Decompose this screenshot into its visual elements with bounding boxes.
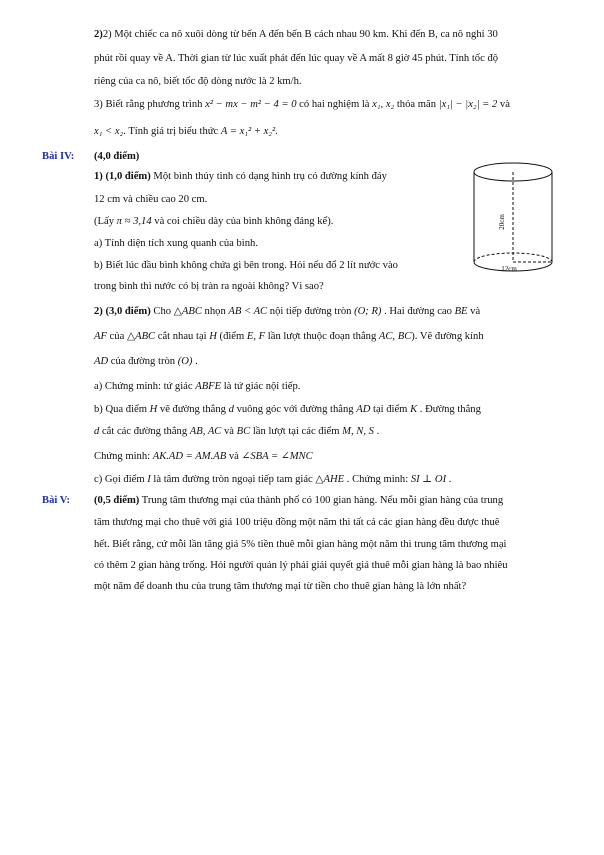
m18: AB, AC — [189, 426, 222, 437]
bai5-label: Bài V: — [42, 495, 70, 506]
t19: . Đường thẳng — [417, 404, 481, 415]
bai4-q2-part-b-3 — [94, 450, 313, 464]
t26: c) Gọi điểm — [94, 474, 148, 485]
p2-number: 2) — [94, 29, 103, 40]
bai4-q1-part-a: a) Tính diện tích xung quanh của bình. — [94, 238, 258, 249]
p3-expression: A = x₁² + x₂² — [220, 126, 276, 137]
bai5-line-1 — [94, 494, 503, 508]
m12: ABFE — [195, 381, 222, 392]
p3-inequality: x₁ < x₂ — [94, 126, 124, 137]
t13: a) Chứng minh: tứ giác — [94, 381, 196, 392]
p3-text-d: và — [497, 99, 510, 110]
t11: của đường tròn — [108, 356, 178, 367]
t7: cắt nhau tại — [155, 331, 210, 342]
t27: là tâm đường tròn ngoại tiếp tam giác — [150, 474, 316, 485]
t14: là tứ giác nội tiếp. — [221, 381, 301, 392]
p3-text-f: . — [275, 126, 278, 137]
m25: SI ⊥ OI — [410, 474, 447, 485]
m21: AK.AD = AM.AB — [152, 451, 227, 462]
t8: (điểm — [216, 331, 247, 342]
bai4-q2-part-b-1 — [94, 403, 481, 417]
p3-line-1 — [94, 98, 510, 112]
m4: BE — [454, 306, 468, 317]
t1: Cho — [150, 306, 174, 317]
t23: . — [373, 426, 380, 437]
t6: của — [106, 331, 127, 342]
t2: nhọn — [201, 306, 229, 317]
t25: và — [226, 451, 242, 462]
bai4-q2-part-c — [94, 473, 451, 487]
t22: lần lượt tại các điểm — [250, 426, 343, 437]
bai4-q2-heading: 2) (3,0 điểm) — [94, 306, 151, 317]
bai4-q2-line-3 — [94, 355, 198, 369]
bai5-points: (0,5 điểm) — [94, 495, 140, 506]
bai5-line-4: có thêm 2 gian hàng trống. Hỏi người quản lý phải giải quyết giá thuê mỗi gian hàng là bao nhiêu — [94, 560, 508, 571]
m2: AB < AC — [228, 306, 268, 317]
t29: . — [446, 474, 452, 485]
bai4-q1-pi: π ≈ 3,14 — [116, 216, 152, 227]
p3-text-b: có hai nghiệm là — [296, 99, 373, 110]
p3-condition: |x₁| − |x₂| = 2 — [438, 99, 498, 110]
bai4-q1-line-2: 12 cm và chiều cao 20 cm. — [94, 194, 208, 205]
t21: và — [221, 426, 237, 437]
bai4-points: (4,0 điểm) — [94, 151, 140, 162]
t18: tại điểm — [370, 404, 411, 415]
p3-roots: x₁, x₂ — [372, 99, 395, 110]
p2-line-3: riêng của ca nô, biết tốc độ dòng nước là 2 km/h. — [94, 76, 302, 87]
cylinder-diameter-label: 12cm — [501, 265, 517, 273]
bai5-line-3: hết. Biết rằng, cứ mỗi lần tăng giá 5% tiền thuê mỗi gian hàng một năm thì trung tâm thương mại — [94, 539, 507, 550]
t3: nội tiếp đường tròn — [267, 306, 355, 317]
bai4-q1-line-1 — [94, 170, 387, 184]
m9: AC, BC — [378, 331, 412, 342]
bai4-q1-text-1: Một bình thủy tinh có dạng hình trụ có đường kính đáy — [150, 171, 387, 182]
bai5-text-1: Trung tâm thương mại của thành phố có 100 gian hàng. Nếu mỗi gian hàng của trung — [139, 495, 504, 506]
p2-line-1 — [94, 28, 498, 42]
p2-line-2: phút rồi quay về A. Thời gian từ lúc xuất phát đến lúc quay về A mất 8 giờ 45 phút. Tính tốc độ — [94, 53, 499, 64]
m15: AD — [356, 404, 371, 415]
t15: b) Qua điểm — [94, 404, 150, 415]
m10: AD — [94, 356, 109, 367]
t9: lần lượt thuộc đoạn thẳng — [265, 331, 379, 342]
m20: M, N, S — [342, 426, 374, 437]
t5: và — [467, 306, 481, 317]
m11: (O) — [177, 356, 193, 367]
m8: E, F — [246, 331, 266, 342]
t20: cắt các đường thẳng — [99, 426, 190, 437]
bai5-line-2: tâm thương mại cho thuê với giá 100 triệu đồng một năm thì tất cả các gian hàng đều được thuê — [94, 517, 500, 528]
p3-line-2 — [94, 125, 278, 139]
m17: d — [94, 426, 100, 437]
bai4-q2-line-1 — [94, 305, 480, 319]
m16: K — [410, 404, 418, 415]
bai4-label: Bài IV: — [42, 151, 75, 162]
m22: ∠SBA = ∠MNC — [241, 451, 313, 462]
cylinder-figure — [468, 160, 564, 276]
p3-text-e: . Tính giá trị biểu thức — [123, 126, 221, 137]
m7: H — [209, 331, 217, 342]
t24: Chứng minh: — [94, 451, 153, 462]
m23: I — [147, 474, 151, 485]
t28: . Chứng minh: — [344, 474, 411, 485]
t12: . — [192, 356, 198, 367]
m5: AF — [94, 331, 107, 342]
bai4-q1-part-b-1: b) Biết lúc đầu bình không chứa gì bên trong. Hỏi nếu đổ 2 lít nước vào — [94, 260, 398, 271]
m3: (O; R) — [354, 306, 382, 317]
bai4-q2-part-a — [94, 380, 300, 394]
m1: △ABC — [173, 306, 202, 317]
bai4-q1-text-3a: (Lấy — [94, 216, 117, 227]
t16: vẽ đường thẳng — [157, 404, 229, 415]
cylinder-height-label: 20cm — [498, 214, 506, 230]
m19: BC — [236, 426, 251, 437]
bai4-q1-heading: 1) (1,0 điểm) — [94, 171, 151, 182]
m13: H — [149, 404, 158, 415]
m6: △ABC — [126, 331, 156, 342]
m24: △AHE — [315, 474, 345, 485]
m14: d — [228, 404, 234, 415]
bai4-q1-part-b-2: trong bình thì nước có bị tràn ra ngoài không? Vì sao? — [94, 281, 324, 292]
p3-text-c: thỏa mãn — [394, 99, 439, 110]
t4: . Hai đường cao — [381, 306, 455, 317]
bai4-q1-line-3 — [94, 215, 333, 229]
p3-text-a: 3) Biết rằng phương trình — [94, 99, 206, 110]
t10: ). Vẽ đường kính — [411, 331, 484, 342]
bai5-line-5: một năm để doanh thu của trung tâm thương mại từ tiền cho thuê gian hàng là lớn nhất? — [94, 581, 467, 592]
bai4-q1-text-3b: và coi chiều dày của bình không đáng kể). — [151, 216, 334, 227]
bai4-q2-line-2 — [94, 330, 484, 344]
bai4-q2-part-b-2 — [94, 425, 379, 439]
t17: vuông góc với đường thẳng — [233, 404, 357, 415]
p2-text-1: 2) Một chiếc ca nô xuôi dòng từ bến A đến bến B cách nhau 90 km. Khi đến B, ca nô nghỉ 30 — [102, 29, 498, 40]
p3-equation: x² − mx − m² − 4 = 0 — [205, 99, 297, 110]
